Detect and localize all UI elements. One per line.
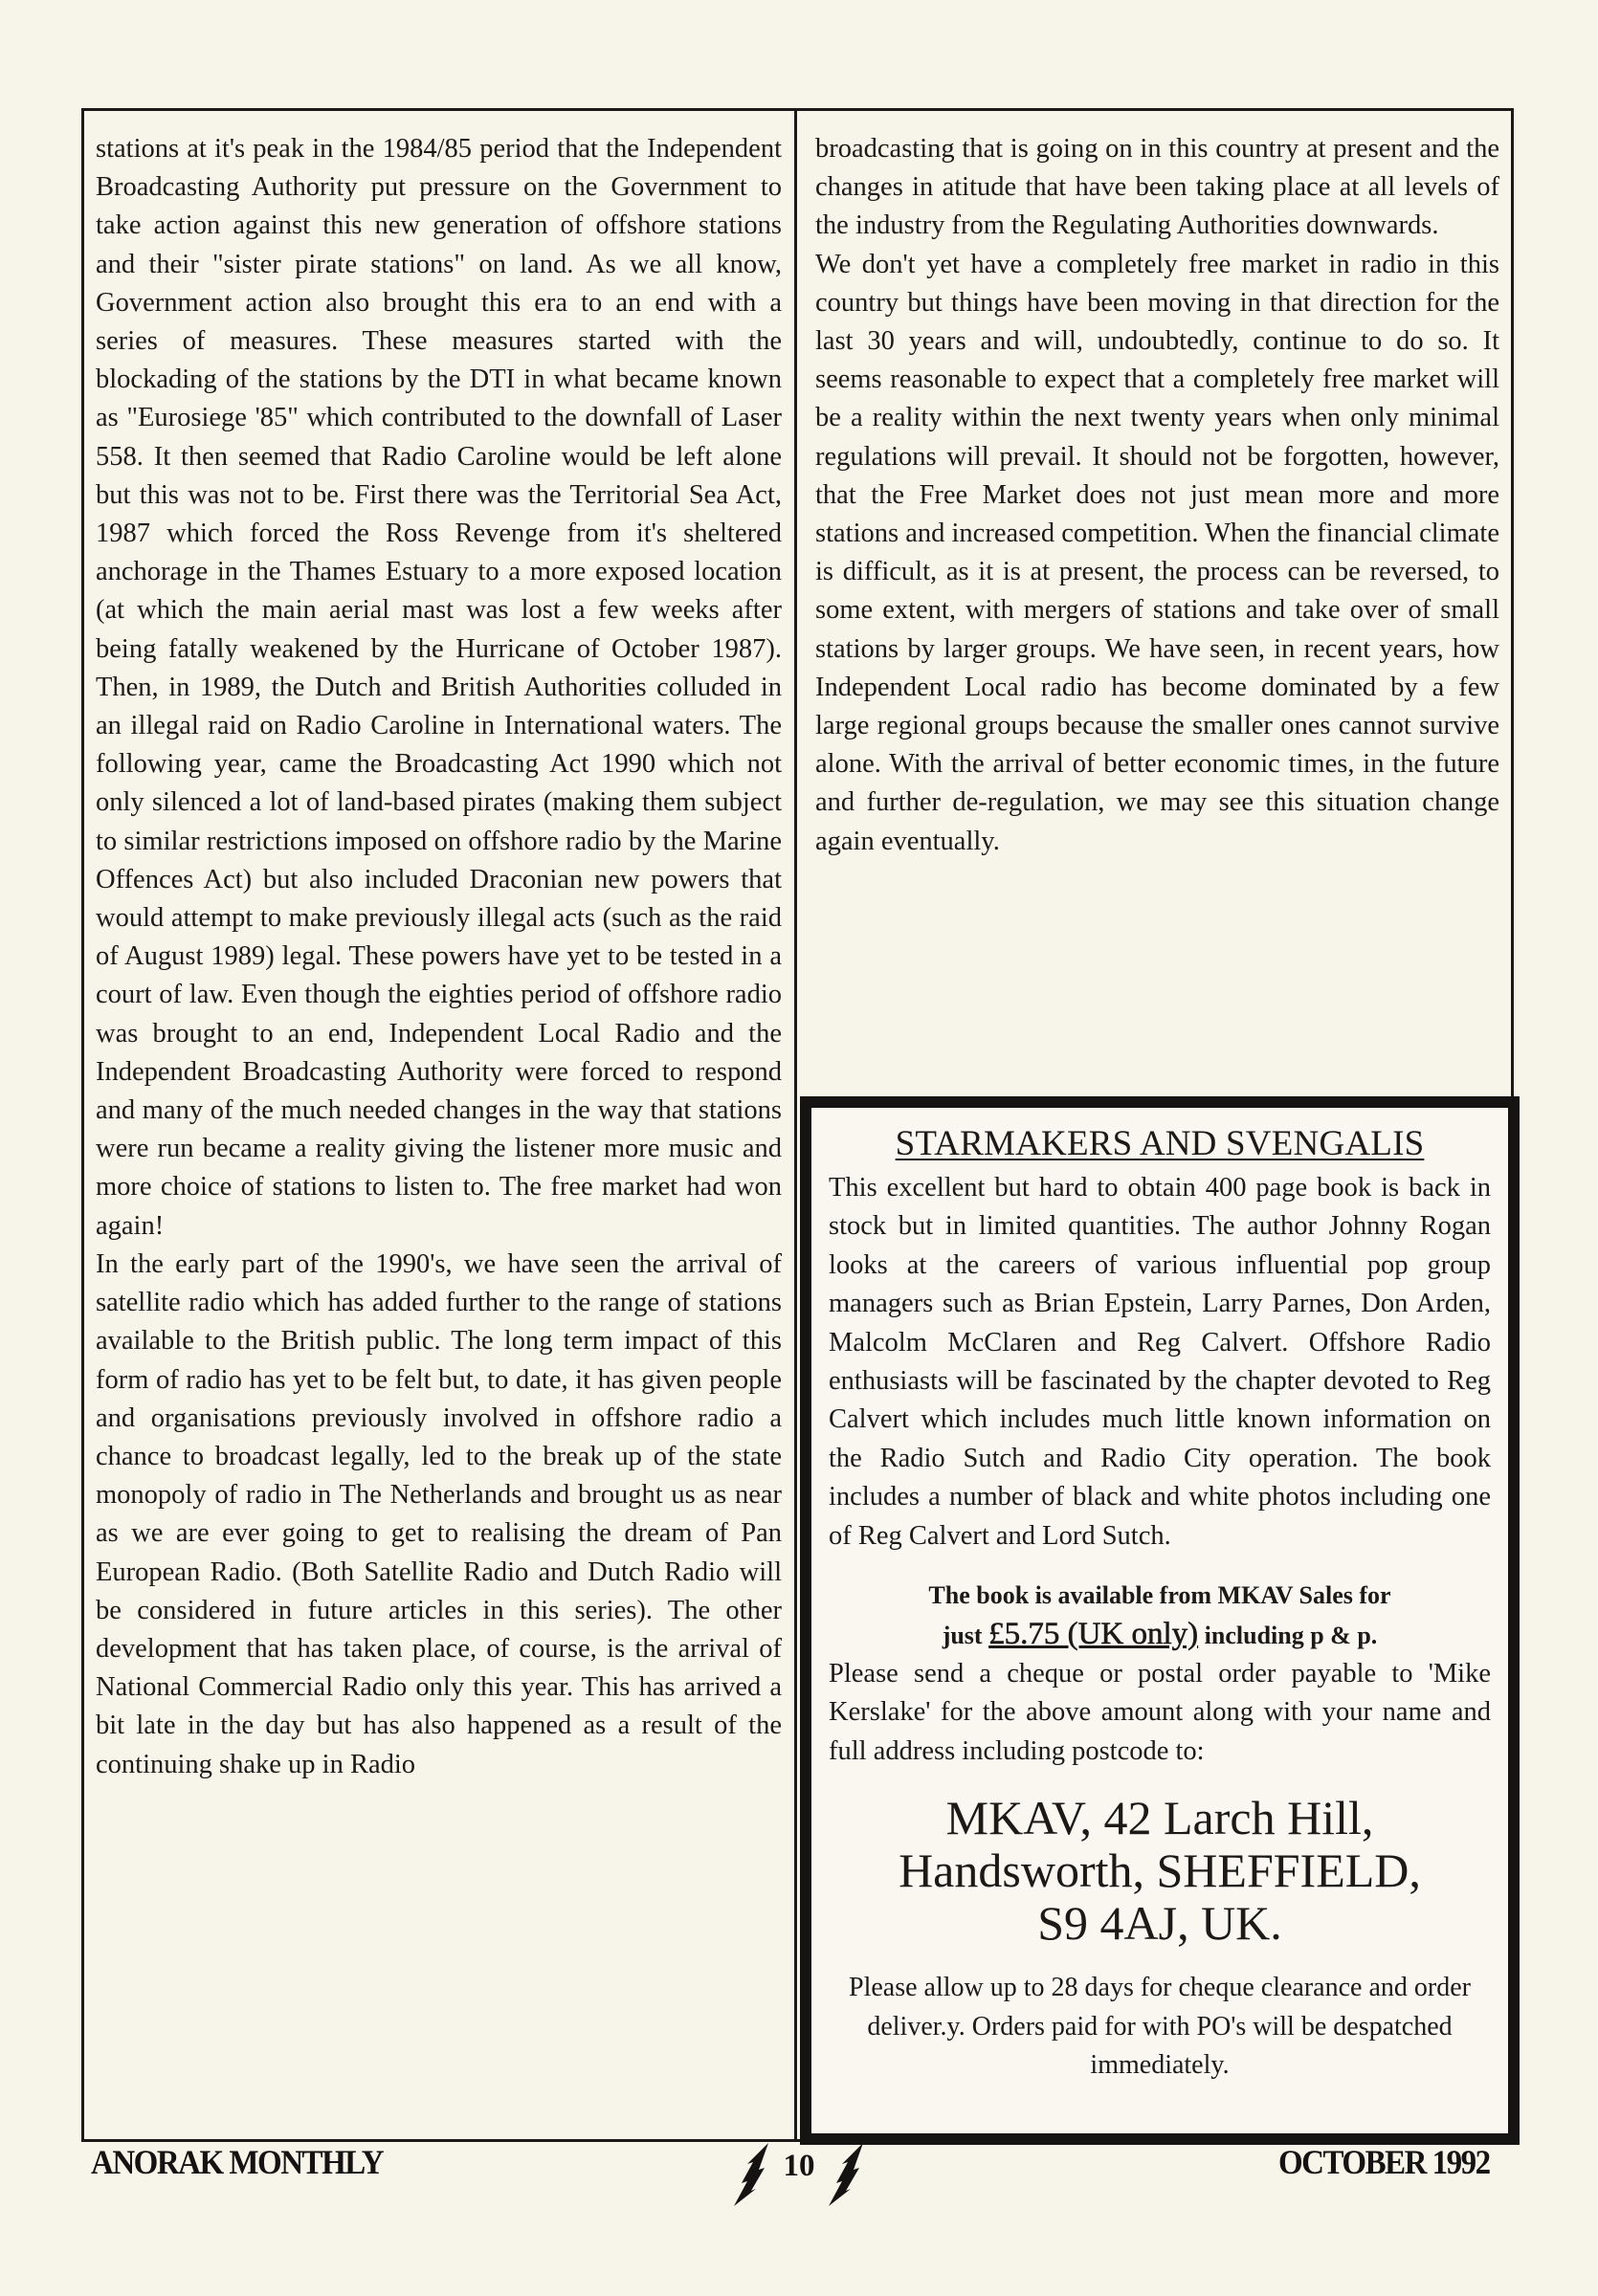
address-line-1: MKAV, 42 Larch Hill,	[945, 1791, 1374, 1845]
right-paragraph-2: We don't yet have a completely free market in radio in this country but things have been moving in that direction for the last 30 years and will, undoubtedly, continue to do so. It seems reasonable to expect that a completely free market will be a reality within the next twenty years when only minimal regulations will prevail. It should not be forgotten, however, that the Free Market does not just mean more and more stations and increased competition. When the financial climate is difficult, as it is at present, the process can be reversed, to some extent, with mergers of stations and take over of small stations by larger groups. We have seen, in recent years, how Independent Local radio has become dominated by a few large regional groups because the smaller ones cannot survive alone. With the arrival of better economic times, in the future and further de-regulation, we may see this situation change again eventually.	[815, 249, 1499, 856]
ordering-instructions: Please send a cheque or postal order payable to 'Mike Kerslake' for the above amount along with your name and full address including postcode to:	[829, 1659, 1491, 1766]
book-advert-box	[800, 1096, 1520, 2145]
advert-title: STARMAKERS AND SVENGALIS	[895, 1124, 1425, 1163]
right-paragraph-1: broadcasting that is going on in this country at present and the changes in atitude that have been taking place at all levels of the industry from the Regulating Authorities downwards.	[815, 134, 1499, 241]
delivery-note: Please allow up to 28 days for cheque clearance and order deliver.y. Orders paid for with PO's will be despatched immediately.	[849, 1973, 1471, 2081]
page-number-block	[699, 2141, 899, 2218]
publication-name: ANORAK MONTHLY	[91, 2144, 384, 2182]
advert-offer	[829, 1577, 1491, 1655]
advert-body: This excellent but hard to obtain 400 page book is back in stock but in limited quantities. The author Johnny Rogan looks at the careers of various influential pop group managers such as Brian Epstein, Larry Parnes, Don Arden, Malcolm McClaren and Reg Calvert. Offshore Radio enthusiasts will be fascinated by the chapter devoted to Reg Calvert which includes much little known information on the Radio Sutch and Radio City operation. The book includes a number of black and white photos including one of Reg Calvert and Lord Sutch.	[829, 1173, 1491, 1551]
right-column	[815, 130, 1499, 861]
column-divider	[794, 108, 797, 2142]
offer-prefix: just	[942, 1622, 989, 1650]
address-line-2: Handsworth, SHEFFIELD,	[899, 1843, 1421, 1898]
offer-line-1: The book is available from MKAV Sales for	[928, 1581, 1391, 1610]
mailing-address	[829, 1792, 1491, 1950]
lightning-bolt-icon	[825, 2141, 869, 2208]
price: £5.75 (UK only)	[988, 1617, 1199, 1652]
lightning-bolt-icon	[730, 2141, 774, 2208]
address-line-3: S9 4AJ, UK.	[1037, 1896, 1282, 1951]
issue-date: OCTOBER 1992	[1278, 2144, 1490, 2182]
left-paragraph-1: stations at it's peak in the 1984/85 period that the Independent Broadcasting Authority put pressure on the Government to take action against this new generation of offshore stations and their "sister pirate stations" on land. As we all know, Government action also brought this era to an end with a series of measures. These measures started with the blockading of the stations by the DTI in what became known as "Eurosiege '85" which contributed to the downfall of Laser 558. It then seemed that Radio Caroline would be left alone but this was not to be. First there was the Territorial Sea Act, 1987 which forced the Ross Revenge from it's sheltered anchorage in the Thames Estuary to a more exposed location (at which the main aerial mast was lost a few weeks after being fatally weakened by the Hurricane of October 1987). Then, in 1989, the Dutch and British Authorities colluded in an illegal raid on Radio Caroline in International waters. The following year, came the Broadcasting Act 1990 which not only silenced a lot of land-based pirates (making them subject to similar restrictions imposed on offshore radio by the Marine Offences Act) but also included Draconian new powers that would attempt to make previously illegal acts (such as the raid of August 1989) legal. These powers have yet to be tested in a court of law. Even though the eighties period of offshore radio was brought to an end, Independent Local Radio and the Independent Broadcasting Authority were forced to respond and many of the much needed changes in the way that stations were run became a reality giving the listener more music and more choice of stations to listen to. The free market had won again!	[96, 134, 782, 1241]
offer-line-2	[829, 1615, 1491, 1655]
left-column	[96, 130, 782, 1784]
offer-suffix: including p & p.	[1198, 1622, 1378, 1650]
left-paragraph-2: In the early part of the 1990's, we have seen the arrival of satellite radio which has added further to the range of stations available to the British public. The long term impact of this form of radio has yet to be felt but, to date, it has given people and organisations previously involved in offshore radio a chance to broadcast legally, led to the break up of the state monopoly of radio in The Netherlands and brought us as near as we are ever going to get to realising the dream of Pan European Radio. (Both Satellite Radio and Dutch Radio will be considered in future articles in this series). The other development that has taken place, of course, is the arrival of National Commercial Radio only this year. This has arrived a bit late in the day but has also happened as a result of the continuing shake up in Radio	[96, 1248, 782, 1779]
page-number: 10	[783, 2149, 815, 2183]
